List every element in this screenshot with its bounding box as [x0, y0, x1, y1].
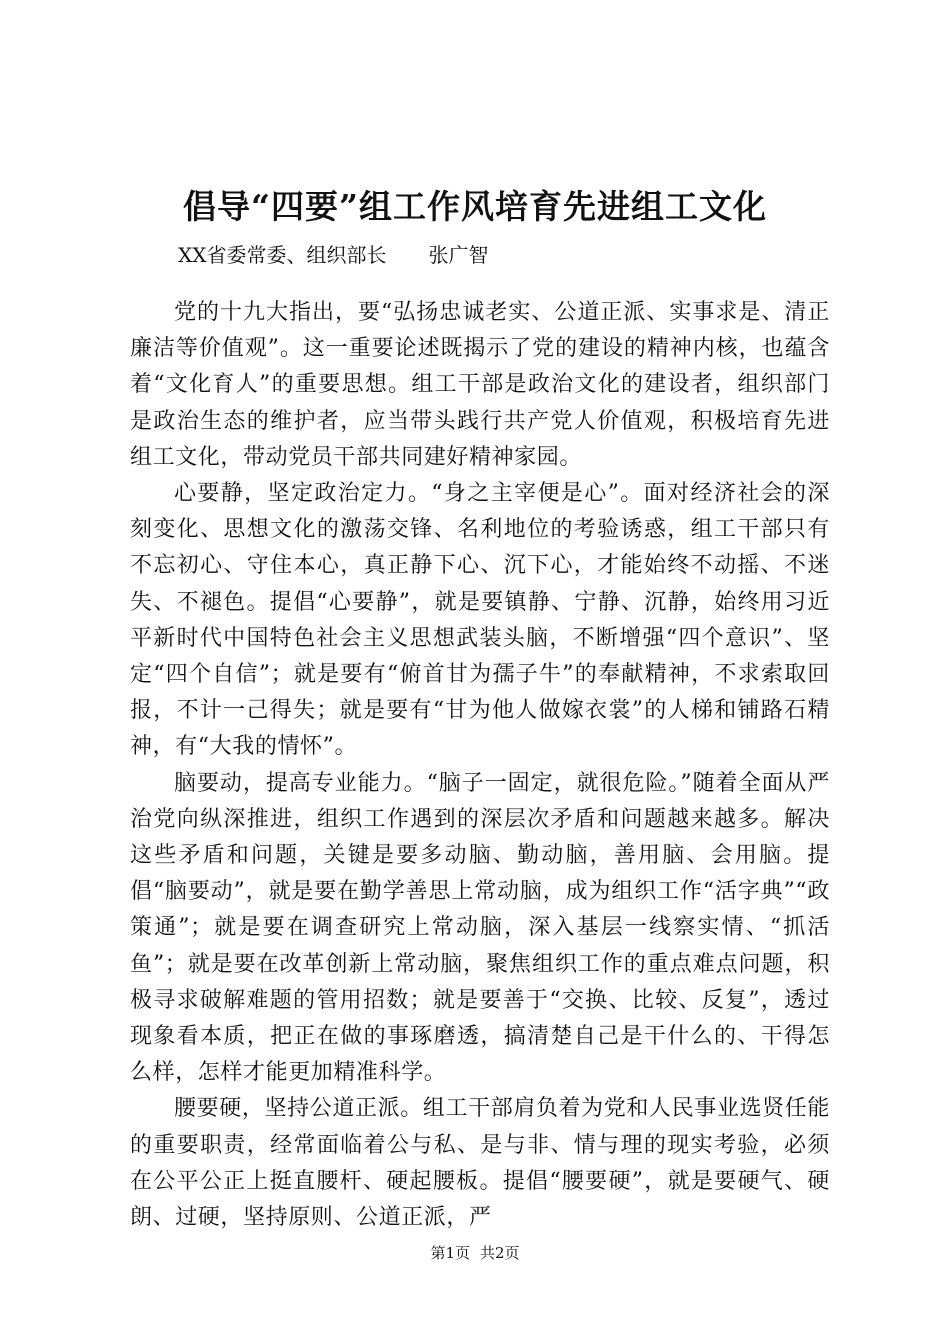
author-name: 张广智: [428, 243, 489, 267]
body-paragraph: 党的十九大指出，要“弘扬忠诚老实、公道正派、实事求是、清正廉洁等价值观”。这一重要论述既揭示了党的建设的精神内核，也蕴含着“文化育人”的重要思想。组工干部是政治文化的建设者，组织部门是政治生态的维护者，应当带头践行共产党人价值观，积极培育先进组工文化，带动党员干部共同建好精神家园。: [130, 300, 830, 470]
body-paragraph: 心要静，坚定政治定力。“身之主宰便是心”。面对经济社会的深刻变化、思想文化的激荡交锋、名利地位的考验诱惑，组工干部只有不忘初心、守住本心，真正静下心、沉下心，才能始终不动摇、不迷失、不褪色。提倡“心要静”，就是要镇静、宁静、沉静，始终用习近平新时代中国特色社会主义思想武装头脑，不断增强“四个意识”、坚定“四个自信”；就是要有“俯首甘为孺子牛”的奉献精神，不求索取回报，不计一己得失；就是要有“甘为他人做嫁衣裳”的人梯和铺路石精神，有“大我的情怀”。: [130, 481, 830, 760]
document-body: [130, 295, 830, 1236]
body-paragraph: 脑要动，提高专业能力。“脑子一固定，就很危险。”随着全面从严治党向纵深推进，组织工作遇到的深层次矛盾和问题越来越多。解决这些矛盾和问题，关键是要多动脑、勤动脑，善用脑、会用脑。提倡“脑要动”，就是要在勤学善思上常动脑，成为组织工作“活字典”“政策通”；就是要在调查研究上常动脑，深入基层一线察实情、“抓活鱼”；就是要在改革创新上常动脑，聚焦组织工作的重点难点问题，积极寻求破解难题的管用招数；就是要善于“交换、比较、反复”，透过现象看本质，把正在做的事琢磨透，搞清楚自己是干什么的、干得怎么样，怎样才能更加精准科学。: [130, 770, 830, 1086]
page-total: 共2页: [480, 1244, 520, 1262]
document-title: 倡导“四要”组工作风培育先进组工文化: [183, 187, 767, 226]
page-footer: [0, 1243, 950, 1263]
body-paragraph: 腰要硬，坚持公道正派。组工干部肩负着为党和人民事业选贤任能的重要职责，经常面临着公与私、是与非、情与理的现实考验，必须在公平公正上挺直腰杆、硬起腰板。提倡“腰要硬”，就是要硬气、硬朗、过硬，坚持原则、公道正派，严: [130, 1096, 830, 1231]
page-number: 第1页: [430, 1244, 470, 1262]
author-role: XX省委常委、组织部长: [178, 243, 387, 267]
author-byline: [178, 240, 488, 270]
